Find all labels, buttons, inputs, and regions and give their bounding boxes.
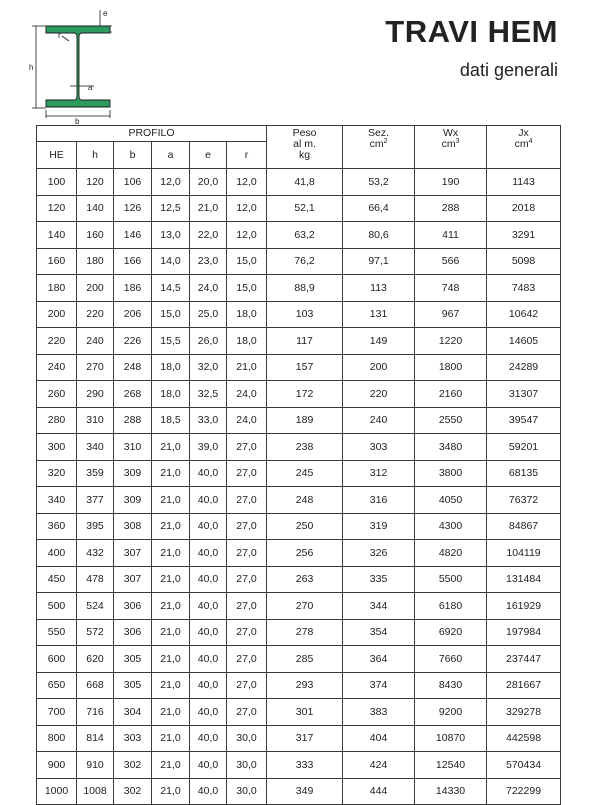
table-row — [37, 434, 561, 461]
table-cell: 113 — [343, 275, 415, 302]
table-cell: 240 — [77, 328, 114, 355]
table-cell: 240 — [343, 407, 415, 434]
table-cell: 146 — [114, 222, 152, 249]
table-cell: 302 — [114, 778, 152, 805]
table-cell: 12,0 — [227, 222, 267, 249]
table-cell: 23,0 — [190, 248, 227, 275]
table-cell: 21,0 — [152, 566, 190, 593]
table-cell: 27,0 — [227, 619, 267, 646]
table-cell: 319 — [343, 513, 415, 540]
table-cell: 20,0 — [190, 169, 227, 196]
table-cell: 722299 — [487, 778, 561, 805]
table-cell: 290 — [77, 381, 114, 408]
table-cell: 21,0 — [152, 540, 190, 567]
table-cell: 5500 — [415, 566, 487, 593]
table-cell: 566 — [415, 248, 487, 275]
table-cell: 52,1 — [267, 195, 343, 222]
table-cell: 30,0 — [227, 752, 267, 779]
table-cell: 24,0 — [227, 381, 267, 408]
table-cell: 140 — [37, 222, 77, 249]
table-cell: 31307 — [487, 381, 561, 408]
table-cell: 27,0 — [227, 513, 267, 540]
table-cell: 748 — [415, 275, 487, 302]
table-cell: 18,5 — [152, 407, 190, 434]
table-cell: 245 — [267, 460, 343, 487]
table-cell: 302 — [114, 752, 152, 779]
table-cell: 21,0 — [152, 434, 190, 461]
table-cell: 288 — [114, 407, 152, 434]
table-cell: 97,1 — [343, 248, 415, 275]
table-cell: 220 — [77, 301, 114, 328]
table-cell: 32,5 — [190, 381, 227, 408]
table-cell: 40,0 — [190, 725, 227, 752]
table-cell: 21,0 — [152, 725, 190, 752]
table-cell: 326 — [343, 540, 415, 567]
table-cell: 14605 — [487, 328, 561, 355]
table-cell: 329278 — [487, 699, 561, 726]
table-cell: 25,0 — [190, 301, 227, 328]
table-cell: 14,0 — [152, 248, 190, 275]
table-row — [37, 381, 561, 408]
table-cell: 281667 — [487, 672, 561, 699]
table-cell: 700 — [37, 699, 77, 726]
table-cell: 120 — [37, 195, 77, 222]
table-cell: 305 — [114, 672, 152, 699]
table-cell: 27,0 — [227, 672, 267, 699]
table-row — [37, 354, 561, 381]
table-cell: 12,5 — [152, 195, 190, 222]
table-cell: 2550 — [415, 407, 487, 434]
table-cell: 650 — [37, 672, 77, 699]
table-cell: 27,0 — [227, 487, 267, 514]
table-cell: 40,0 — [190, 593, 227, 620]
table-cell: 140 — [77, 195, 114, 222]
table-cell: 307 — [114, 566, 152, 593]
table-cell: 3480 — [415, 434, 487, 461]
table-row — [37, 195, 561, 222]
table-cell: 40,0 — [190, 487, 227, 514]
table-cell: 309 — [114, 487, 152, 514]
table-cell: 68135 — [487, 460, 561, 487]
table-cell: 444 — [343, 778, 415, 805]
table-row — [37, 460, 561, 487]
table-cell: 340 — [77, 434, 114, 461]
table-cell: 310 — [77, 407, 114, 434]
table-cell: 40,0 — [190, 619, 227, 646]
table-cell: 395 — [77, 513, 114, 540]
table-cell: 383 — [343, 699, 415, 726]
table-cell: 10642 — [487, 301, 561, 328]
table-row — [37, 328, 561, 355]
table-cell: 288 — [415, 195, 487, 222]
table-cell: 3291 — [487, 222, 561, 249]
table-cell: 2160 — [415, 381, 487, 408]
table-cell: 157 — [267, 354, 343, 381]
table-cell: 316 — [343, 487, 415, 514]
table-cell: 14,5 — [152, 275, 190, 302]
table-cell: 166 — [114, 248, 152, 275]
table-cell: 7660 — [415, 646, 487, 673]
table-cell: 303 — [114, 725, 152, 752]
table-cell: 248 — [114, 354, 152, 381]
page-subtitle: dati generali — [459, 60, 558, 80]
table-cell: 103 — [267, 301, 343, 328]
table-cell: 304 — [114, 699, 152, 726]
table-cell: 10870 — [415, 725, 487, 752]
table-cell: 88,9 — [267, 275, 343, 302]
table-cell: 27,0 — [227, 460, 267, 487]
table-row — [37, 487, 561, 514]
table-body — [37, 169, 561, 805]
table-row — [37, 248, 561, 275]
table-cell: 317 — [267, 725, 343, 752]
table-cell: 442598 — [487, 725, 561, 752]
table-cell: 335 — [343, 566, 415, 593]
table-cell: 404 — [343, 725, 415, 752]
table-cell: 200 — [343, 354, 415, 381]
table-cell: 21,0 — [152, 619, 190, 646]
table-cell: 248 — [267, 487, 343, 514]
table-cell: 186 — [114, 275, 152, 302]
table-cell: 309 — [114, 460, 152, 487]
table-row — [37, 566, 561, 593]
table-cell: 1008 — [77, 778, 114, 805]
table-cell: 270 — [267, 593, 343, 620]
table-row — [37, 752, 561, 779]
table-cell: 161929 — [487, 593, 561, 620]
table-cell: 12,0 — [152, 169, 190, 196]
table-cell: 7483 — [487, 275, 561, 302]
col-e-header: e — [190, 142, 227, 169]
table-cell: 18,0 — [227, 328, 267, 355]
table-cell: 200 — [77, 275, 114, 302]
table-cell: 180 — [77, 248, 114, 275]
table-row — [37, 699, 561, 726]
table-cell: 40,0 — [190, 513, 227, 540]
table-cell: 160 — [37, 248, 77, 275]
table-cell: 308 — [114, 513, 152, 540]
table-cell: 149 — [343, 328, 415, 355]
table-cell: 40,0 — [190, 778, 227, 805]
table-cell: 293 — [267, 672, 343, 699]
table-cell: 250 — [267, 513, 343, 540]
table-row — [37, 672, 561, 699]
table-cell: 374 — [343, 672, 415, 699]
table-cell: 21,0 — [152, 699, 190, 726]
table-cell: 1143 — [487, 169, 561, 196]
table-cell: 256 — [267, 540, 343, 567]
table-cell: 900 — [37, 752, 77, 779]
table-cell: 310 — [114, 434, 152, 461]
table-cell: 800 — [37, 725, 77, 752]
table-cell: 910 — [77, 752, 114, 779]
table-cell: 268 — [114, 381, 152, 408]
table-cell: 278 — [267, 619, 343, 646]
table-cell: 240 — [37, 354, 77, 381]
table-cell: 26,0 — [190, 328, 227, 355]
profilo-header: PROFILO — [37, 126, 267, 142]
table-cell: 620 — [77, 646, 114, 673]
table-cell: 53,2 — [343, 169, 415, 196]
table-cell: 24,0 — [190, 275, 227, 302]
table-cell: 21,0 — [190, 195, 227, 222]
table-cell: 432 — [77, 540, 114, 567]
table-cell: 400 — [37, 540, 77, 567]
table-cell: 18,0 — [152, 354, 190, 381]
table-cell: 524 — [77, 593, 114, 620]
table-cell: 8430 — [415, 672, 487, 699]
table-cell: 100 — [37, 169, 77, 196]
table-cell: 63,2 — [267, 222, 343, 249]
table-row — [37, 301, 561, 328]
table-cell: 500 — [37, 593, 77, 620]
table-cell: 312 — [343, 460, 415, 487]
table-cell: 197984 — [487, 619, 561, 646]
table-cell: 6180 — [415, 593, 487, 620]
table-cell: 303 — [343, 434, 415, 461]
table-cell: 200 — [37, 301, 77, 328]
table-cell: 21,0 — [152, 778, 190, 805]
table-cell: 41,8 — [267, 169, 343, 196]
table-cell: 21,0 — [152, 593, 190, 620]
table-cell: 32,0 — [190, 354, 227, 381]
table-cell: 359 — [77, 460, 114, 487]
table-cell: 12540 — [415, 752, 487, 779]
table-cell: 40,0 — [190, 540, 227, 567]
table-cell: 40,0 — [190, 566, 227, 593]
table-cell: 424 — [343, 752, 415, 779]
table-cell: 106 — [114, 169, 152, 196]
table-cell: 27,0 — [227, 593, 267, 620]
table-cell: 1000 — [37, 778, 77, 805]
table-cell: 220 — [37, 328, 77, 355]
label-a: a — [88, 83, 93, 92]
table-cell: 40,0 — [190, 672, 227, 699]
table-cell: 4820 — [415, 540, 487, 567]
table-cell: 39547 — [487, 407, 561, 434]
jx-header: Jx $cm^4$ — [487, 126, 561, 169]
table-cell: 27,0 — [227, 566, 267, 593]
table-cell: 59201 — [487, 434, 561, 461]
table-cell: 15,0 — [152, 301, 190, 328]
table-cell: 15,5 — [152, 328, 190, 355]
table-cell: 4300 — [415, 513, 487, 540]
table-cell: 263 — [267, 566, 343, 593]
table-row — [37, 646, 561, 673]
table-cell: 21,0 — [152, 672, 190, 699]
table-cell: 300 — [37, 434, 77, 461]
table-cell: 76372 — [487, 487, 561, 514]
table-cell: 189 — [267, 407, 343, 434]
table-cell: 344 — [343, 593, 415, 620]
table-row — [37, 169, 561, 196]
table-cell: 40,0 — [190, 460, 227, 487]
table-cell: 716 — [77, 699, 114, 726]
table-cell: 21,0 — [152, 460, 190, 487]
table-cell: 354 — [343, 619, 415, 646]
table-cell: 104119 — [487, 540, 561, 567]
table-cell: 84867 — [487, 513, 561, 540]
table-row — [37, 619, 561, 646]
table-cell: 320 — [37, 460, 77, 487]
table-cell: 301 — [267, 699, 343, 726]
table-cell: 238 — [267, 434, 343, 461]
table-cell: 21,0 — [227, 354, 267, 381]
table-row — [37, 593, 561, 620]
table-row — [37, 725, 561, 752]
table-cell: 12,0 — [227, 195, 267, 222]
page-title: TRAVI HEM — [385, 14, 558, 49]
table-cell: 285 — [267, 646, 343, 673]
table-row — [37, 540, 561, 567]
table-cell: 21,0 — [152, 646, 190, 673]
label-r: r — [58, 31, 61, 40]
table-cell: 967 — [415, 301, 487, 328]
table-cell: 24289 — [487, 354, 561, 381]
table-cell: 21,0 — [152, 513, 190, 540]
table-cell: 80,6 — [343, 222, 415, 249]
table-cell: 76,2 — [267, 248, 343, 275]
beam-shape — [46, 26, 110, 107]
table-cell: 13,0 — [152, 222, 190, 249]
table-cell: 30,0 — [227, 725, 267, 752]
table-cell: 15,0 — [227, 275, 267, 302]
table-cell: 220 — [343, 381, 415, 408]
table-cell: 22,0 — [190, 222, 227, 249]
table-cell: 24,0 — [227, 407, 267, 434]
table-cell: 668 — [77, 672, 114, 699]
table-cell: 572 — [77, 619, 114, 646]
beam-profile-diagram — [24, 6, 124, 124]
table-cell: 226 — [114, 328, 152, 355]
table-cell: 550 — [37, 619, 77, 646]
table-cell: 172 — [267, 381, 343, 408]
table-cell: 1220 — [415, 328, 487, 355]
table-cell: 18,0 — [227, 301, 267, 328]
table-cell: 600 — [37, 646, 77, 673]
table-cell: 450 — [37, 566, 77, 593]
table-cell: 66,4 — [343, 195, 415, 222]
table-row — [37, 513, 561, 540]
col-h-header: h — [77, 142, 114, 169]
table-cell: 307 — [114, 540, 152, 567]
table-cell: 364 — [343, 646, 415, 673]
table-cell: 40,0 — [190, 646, 227, 673]
table-cell: 190 — [415, 169, 487, 196]
table-cell: 160 — [77, 222, 114, 249]
col-r-header: r — [227, 142, 267, 169]
table-cell: 30,0 — [227, 778, 267, 805]
table-cell: 14330 — [415, 778, 487, 805]
table-cell: 131 — [343, 301, 415, 328]
table-cell: 15,0 — [227, 248, 267, 275]
table-cell: 18,0 — [152, 381, 190, 408]
table-cell: 1800 — [415, 354, 487, 381]
table-cell: 33,0 — [190, 407, 227, 434]
table-row — [37, 778, 561, 805]
peso-header: Peso al m. kg — [267, 126, 343, 169]
table-cell: 305 — [114, 646, 152, 673]
table-cell: 12,0 — [227, 169, 267, 196]
label-h: h — [29, 63, 34, 72]
table-cell: 40,0 — [190, 699, 227, 726]
table-row — [37, 275, 561, 302]
sez-header: Sez. $cm^2$ — [343, 126, 415, 169]
table-cell: 260 — [37, 381, 77, 408]
table-cell: 3800 — [415, 460, 487, 487]
table-cell: 27,0 — [227, 434, 267, 461]
table-cell: 21,0 — [152, 487, 190, 514]
table-cell: 27,0 — [227, 540, 267, 567]
table-cell: 27,0 — [227, 699, 267, 726]
table-cell: 411 — [415, 222, 487, 249]
label-b: b — [75, 117, 80, 124]
table-cell: 2018 — [487, 195, 561, 222]
table-cell: 126 — [114, 195, 152, 222]
table-cell: 349 — [267, 778, 343, 805]
table-cell: 206 — [114, 301, 152, 328]
table-cell: 39,0 — [190, 434, 227, 461]
beam-data-table — [36, 125, 561, 805]
table-cell: 40,0 — [190, 752, 227, 779]
table-row — [37, 222, 561, 249]
label-e: e — [103, 9, 108, 18]
table-cell: 478 — [77, 566, 114, 593]
table-cell: 570434 — [487, 752, 561, 779]
col-a-header: a — [152, 142, 190, 169]
table-cell: 306 — [114, 619, 152, 646]
table-cell: 340 — [37, 487, 77, 514]
table-cell: 131484 — [487, 566, 561, 593]
table-cell: 120 — [77, 169, 114, 196]
table-cell: 5098 — [487, 248, 561, 275]
table-cell: 377 — [77, 487, 114, 514]
table-row — [37, 407, 561, 434]
table-cell: 306 — [114, 593, 152, 620]
table-cell: 360 — [37, 513, 77, 540]
table-cell: 270 — [77, 354, 114, 381]
table-cell: 21,0 — [152, 752, 190, 779]
table-cell: 117 — [267, 328, 343, 355]
col-b-header: b — [114, 142, 152, 169]
table-cell: 6920 — [415, 619, 487, 646]
table-cell: 814 — [77, 725, 114, 752]
table-cell: 4050 — [415, 487, 487, 514]
col-he-header: HE — [37, 142, 77, 169]
table-cell: 27,0 — [227, 646, 267, 673]
table-cell: 237447 — [487, 646, 561, 673]
table-cell: 180 — [37, 275, 77, 302]
wx-header: Wx $cm^3$ — [415, 126, 487, 169]
table-cell: 9200 — [415, 699, 487, 726]
table-cell: 280 — [37, 407, 77, 434]
table-cell: 333 — [267, 752, 343, 779]
